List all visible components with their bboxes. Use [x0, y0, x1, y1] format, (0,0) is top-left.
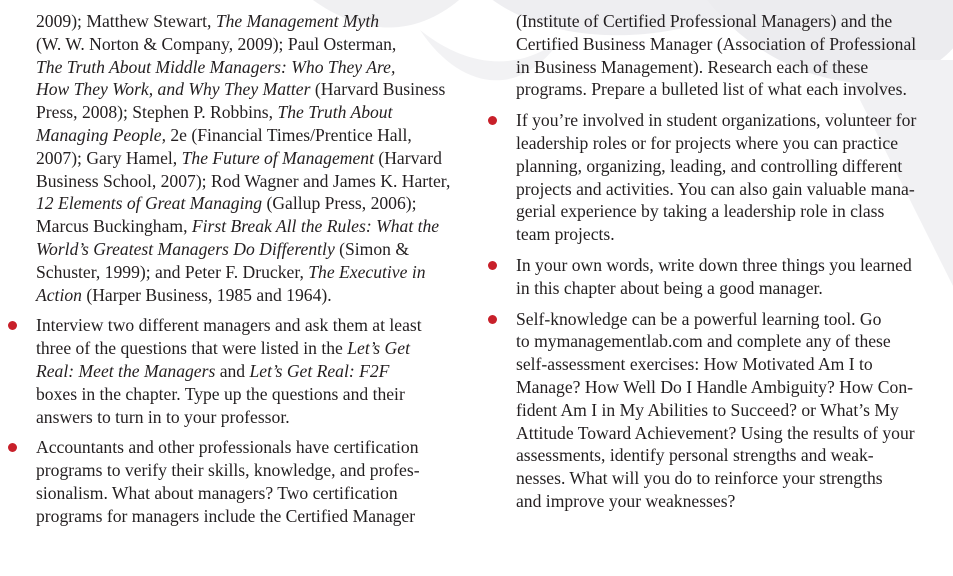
- body-text: in Business Management). Research each of these: [516, 56, 869, 77]
- text-line: [516, 109, 948, 132]
- bullet-dot-icon: [488, 315, 497, 324]
- body-text: boxes in the chapter. Type up the questions and their: [36, 383, 405, 404]
- text-line: [516, 399, 948, 422]
- body-text: (Harvard Business: [310, 79, 446, 100]
- italic-title-text: Let’s Get: [347, 338, 410, 359]
- text-line: [36, 284, 476, 307]
- text-line: [516, 10, 948, 33]
- bullet-text: [36, 314, 476, 428]
- text-line: [36, 314, 476, 337]
- text-line: [516, 490, 948, 513]
- body-text: (Gallup Press, 2006);: [262, 193, 417, 214]
- left-column: [36, 10, 476, 528]
- bullet-text: [36, 436, 476, 527]
- text-line: [516, 353, 948, 376]
- text-line: [36, 33, 476, 56]
- body-text: Business School, 2007); Rod Wagner and James K. Harter,: [36, 170, 451, 191]
- body-text: planning, organizing, leading, and controlling different: [516, 155, 903, 176]
- body-text: self-assessment exercises: How Motivated Am I to: [516, 354, 873, 375]
- text-line: [516, 33, 948, 56]
- text-line: [36, 124, 476, 147]
- bullet-item: [516, 308, 948, 513]
- text-line: [516, 376, 948, 399]
- italic-title-text: Let’s Get Real: F2F: [249, 360, 390, 381]
- text-line: [36, 56, 476, 79]
- body-text: Marcus Buckingham,: [36, 216, 192, 237]
- reference-continuation: [36, 10, 476, 306]
- text-line: [516, 200, 948, 223]
- italic-title-text: How They Work, and Why They Matter: [36, 79, 311, 100]
- body-text: answers to turn in to your professor.: [36, 406, 290, 427]
- body-text: team projects.: [516, 224, 615, 245]
- text-line: [516, 308, 948, 331]
- italic-title-text: Real: Meet the Managers: [36, 360, 216, 381]
- italic-title-text: First Break All the Rules: What the: [191, 216, 440, 237]
- body-text: 2e (Financial Times/Prentice Hall,: [165, 124, 412, 145]
- body-text: nesses. What will you do to reinforce your strengths: [516, 468, 883, 489]
- body-text: (Harper Business, 1985 and 1964).: [81, 284, 332, 305]
- text-line: [516, 444, 948, 467]
- right-bullet-list: [516, 109, 948, 513]
- body-text: Certified Business Manager (Association of Professional: [516, 33, 917, 54]
- body-text: 2009); Matthew Stewart,: [36, 11, 216, 31]
- text-line: [36, 505, 476, 528]
- italic-title-text: The Management Myth: [215, 11, 380, 31]
- text-line: [36, 337, 476, 360]
- body-text: 2007); Gary Hamel,: [36, 147, 182, 168]
- body-text: (Harvard: [373, 147, 442, 168]
- text-line: [36, 238, 476, 261]
- body-text: and improve your weaknesses?: [516, 490, 736, 511]
- italic-title-text: World’s Greatest Managers Do Differently: [36, 238, 335, 259]
- bullet-text: [516, 254, 948, 300]
- text-line: [516, 330, 948, 353]
- text-line: [36, 78, 476, 101]
- bullet-item: [36, 436, 476, 527]
- body-text: If you’re involved in student organizations, volunteer for: [516, 110, 917, 131]
- italic-title-text: Action: [36, 284, 82, 305]
- body-text: three of the questions that were listed in the: [36, 338, 348, 359]
- left-bullet-list: [36, 314, 476, 527]
- body-text: and: [215, 360, 250, 381]
- body-text: Accountants and other professionals have certification: [36, 437, 419, 458]
- italic-title-text: Managing People,: [36, 124, 166, 145]
- text-line: [36, 383, 476, 406]
- bullet-item: [516, 109, 948, 246]
- body-text: leadership roles or for projects where you can practice: [516, 132, 899, 153]
- text-line: [516, 467, 948, 490]
- certification-continuation: [516, 10, 948, 101]
- italic-title-text: The Future of Management: [181, 147, 374, 168]
- text-line: [516, 223, 948, 246]
- body-text: Schuster, 1999); and Peter F. Drucker,: [36, 261, 309, 282]
- italic-title-text: The Truth About Middle Managers: Who They Are,: [36, 56, 396, 77]
- bullet-dot-icon: [488, 261, 497, 270]
- body-text: programs. Prepare a bulleted list of what each involves.: [516, 79, 907, 100]
- text-line: [36, 215, 476, 238]
- body-text: (W. W. Norton & Company, 2009); Paul Osterman,: [36, 33, 397, 54]
- body-text: Attitude Toward Achievement? Using the results of your: [516, 422, 915, 443]
- text-line: [516, 155, 948, 178]
- text-line: [516, 78, 948, 101]
- body-text: (Institute of Certified Professional Managers) and the: [516, 11, 893, 31]
- italic-title-text: The Executive in: [308, 261, 426, 282]
- text-line: [36, 482, 476, 505]
- body-text: programs to verify their skills, knowledge, and profes-: [36, 460, 420, 481]
- text-line: [516, 422, 948, 445]
- text-line: [516, 178, 948, 201]
- body-text: programs for managers include the Certified Manager: [36, 505, 416, 526]
- right-column: [516, 10, 948, 513]
- text-line: [36, 406, 476, 429]
- text-line: [36, 360, 476, 383]
- italic-title-text: 12 Elements of Great Managing: [36, 193, 263, 214]
- text-line: [516, 132, 948, 155]
- body-text: Self-knowledge can be a powerful learning tool. Go: [516, 308, 882, 329]
- body-text: Press, 2008); Stephen P. Robbins,: [36, 102, 278, 123]
- text-line: [36, 436, 476, 459]
- text-line: [36, 261, 476, 284]
- body-text: gerial experience by taking a leadership role in class: [516, 201, 885, 222]
- text-line: [36, 101, 476, 124]
- body-text: assessments, identify personal strengths and weak-: [516, 445, 874, 466]
- body-text: Manage? How Well Do I Handle Ambiguity? How Con-: [516, 376, 913, 397]
- body-text: sionalism. What about managers? Two certification: [36, 482, 398, 503]
- text-line: [36, 10, 476, 33]
- italic-title-text: The Truth About: [277, 102, 393, 123]
- bullet-text: [516, 109, 948, 246]
- body-text: (Simon &: [334, 238, 410, 259]
- text-line: [36, 170, 476, 193]
- text-line: [516, 277, 948, 300]
- body-text: fident Am I in My Abilities to Succeed? or What’s My: [516, 399, 899, 420]
- text-line: [36, 459, 476, 482]
- text-line: [516, 56, 948, 79]
- text-line: [36, 192, 476, 215]
- bullet-item: [516, 254, 948, 300]
- body-text: projects and activities. You can also gain valuable mana-: [516, 178, 915, 199]
- bullet-item: [36, 314, 476, 428]
- body-text: to mymanagementlab.com and complete any of these: [516, 331, 891, 352]
- body-text: in this chapter about being a good manager.: [516, 277, 823, 298]
- bullet-text: [516, 308, 948, 513]
- text-line: [516, 254, 948, 277]
- text-line: [36, 147, 476, 170]
- body-text: In your own words, write down three things you learned: [516, 254, 912, 275]
- body-text: Interview two different managers and ask them at least: [36, 315, 422, 336]
